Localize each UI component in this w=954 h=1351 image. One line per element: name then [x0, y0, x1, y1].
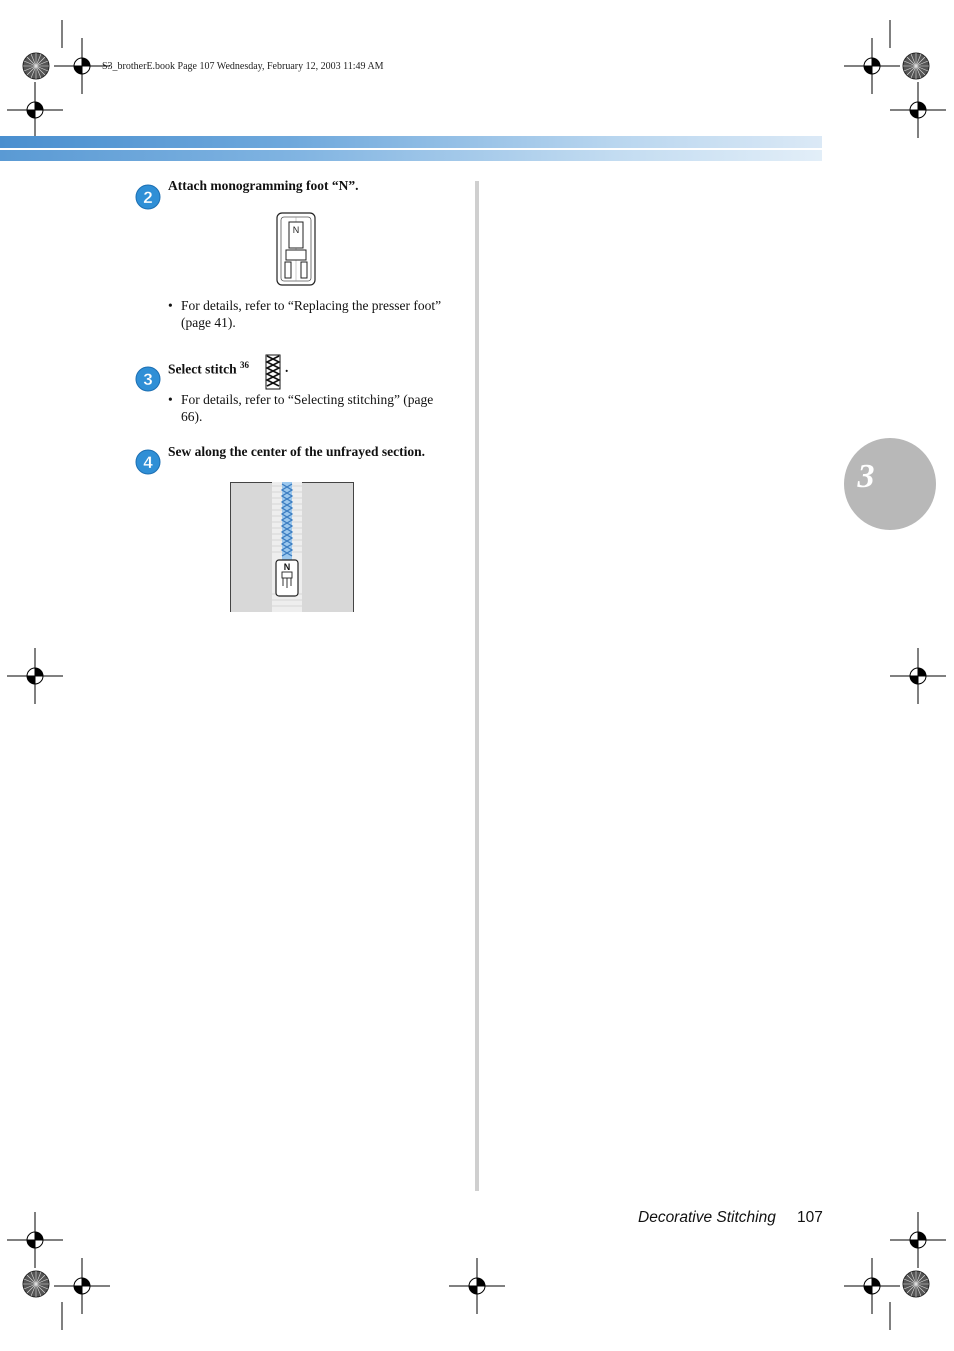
- header-band-top: [0, 136, 822, 148]
- step-2-number-icon: [134, 183, 162, 211]
- header-band-bottom: [0, 150, 822, 161]
- sewing-foot-label: N: [283, 562, 291, 572]
- file-info-header: S3_brotherE.book Page 107 Wednesday, February 12, 2003 11:49 AM: [102, 61, 384, 72]
- step-4-title: Sew along the center of the unfrayed section.: [168, 444, 425, 459]
- step-4-number: 4: [143, 453, 153, 472]
- footer-page-number: 107: [797, 1209, 823, 1226]
- stitch-number: 36: [239, 360, 249, 370]
- step-2-title: Attach monogramming foot “N”.: [168, 178, 359, 193]
- sewing-illustration: [230, 482, 354, 612]
- step-2-note-text: For details, refer to “Replacing the presser foot” (page 41).: [181, 298, 442, 330]
- step-3-title-suffix: .: [285, 360, 289, 375]
- step-3-number: 3: [143, 370, 153, 389]
- monogramming-foot-label: N: [292, 225, 300, 235]
- step-3-number-icon: [134, 365, 162, 393]
- step-3-note: • For details, refer to “Selecting stitching” (page 66).: [168, 391, 448, 425]
- step-3-title: [168, 360, 249, 378]
- stitch-36-icon: [265, 354, 281, 390]
- step-2-number: 2: [143, 188, 153, 207]
- step-3-note-text: For details, refer to “Selecting stitching” (page 66).: [181, 392, 434, 424]
- chapter-number: 3: [857, 458, 875, 495]
- step-4-number-icon: [134, 448, 162, 476]
- step-2-note: • For details, refer to “Replacing the presser foot” (page 41).: [168, 297, 448, 331]
- column-divider: [475, 181, 479, 1191]
- step-3-title-prefix: Select stitch: [168, 361, 240, 377]
- footer-section-title: Decorative Stitching: [638, 1209, 776, 1226]
- monogramming-foot-icon: [274, 212, 318, 288]
